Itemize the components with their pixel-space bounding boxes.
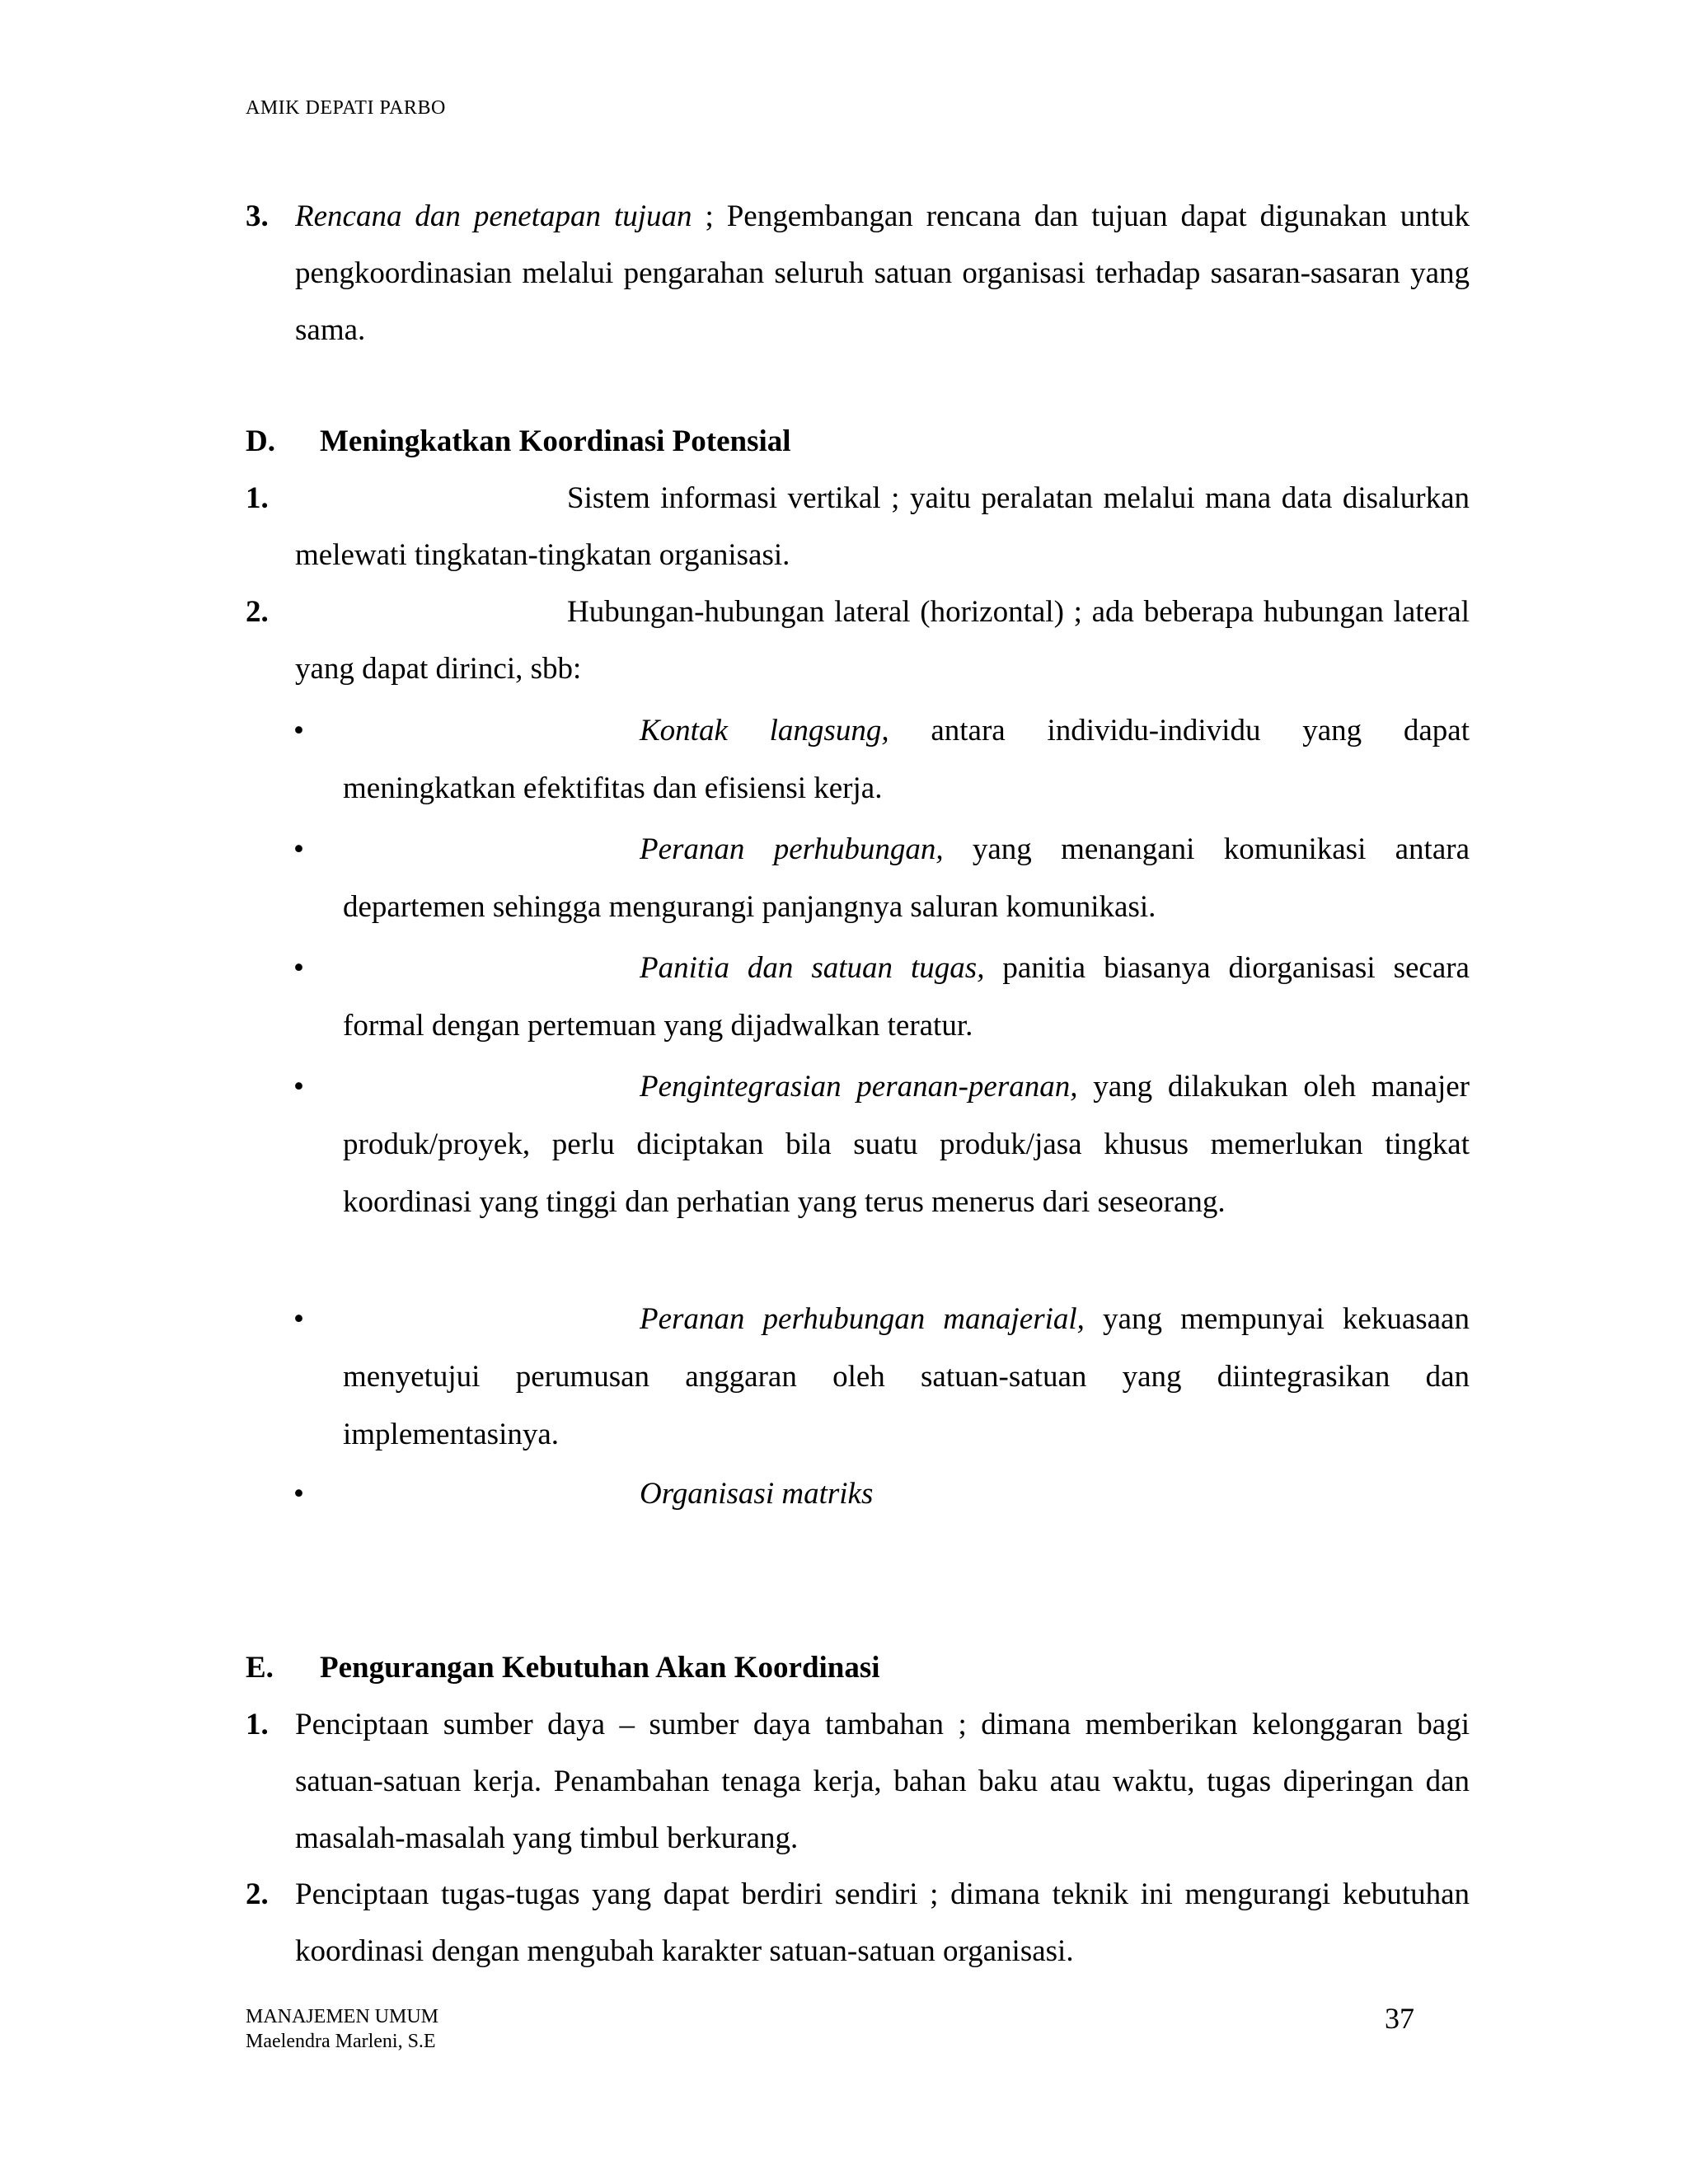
bullet-text: yang menangani komunikasi antara departemen sehingga mengurangi panjangnya saluran komunikasi. [343, 832, 1470, 924]
bullet-item [293, 1465, 1470, 1523]
bullet-icon: • [293, 951, 304, 985]
item-text: Penciptaan tugas-tugas yang dapat berdiri sendiri ; dimana teknik ini mengurangi kebutuhan koordinasi dengan mengubah karakter satuan-satuan organisasi. [295, 1877, 1470, 1968]
bullet-text: panitia biasanya diorganisasi secara formal dengan pertemuan yang dijadwalkan teratur. [343, 951, 1470, 1043]
footer-author: Maelendra Marleni, S.E [246, 2031, 436, 2052]
section-d-heading [246, 424, 791, 459]
bullet-item [293, 940, 1470, 1055]
bullet-item [293, 821, 1470, 936]
bullet-item [293, 1058, 1470, 1231]
item-text: Sistem informasi vertikal ; yaitu peralatan melalui mana data disalurkan melewati tingkatan-tingkatan organisasi. [295, 481, 1470, 572]
item-number: 3. [246, 199, 269, 233]
item-number: 1. [246, 1708, 269, 1741]
bullet-icon: • [293, 714, 304, 748]
section-letter: D. [246, 424, 275, 458]
bullet-title: Organisasi matriks [640, 1477, 874, 1511]
bullet-title: Kontak langsung, [640, 714, 889, 748]
bullet-icon: • [293, 832, 304, 866]
item-number: 2. [246, 595, 269, 629]
bullet-item [293, 702, 1470, 818]
item-number: 1. [246, 481, 269, 515]
item-title: Rencana dan penetapan tujuan [295, 199, 692, 233]
bullet-item [293, 1291, 1470, 1464]
bullet-title: Peranan perhubungan, [640, 832, 944, 866]
item-text: ; Pengembangan rencana dan tujuan dapat digunakan untuk pengkoordinasian melalui pengarahan seluruh satuan organisasi terhadap sasaran-sasaran yang sama. [295, 199, 1470, 347]
section-title: Meningkatkan Koordinasi Potensial [320, 424, 791, 458]
list-item-3 [246, 188, 1470, 359]
running-footer [246, 2004, 438, 2054]
page-number: 37 [1385, 2002, 1414, 2035]
bullet-icon: • [293, 1070, 304, 1104]
bullet-text: yang dilakukan oleh manajer produk/proyek, perlu diciptakan bila suatu produk/jasa khusus memerlukan tingkat koordinasi yang tinggi dan perhatian yang terus menerus dari seseorang. [343, 1070, 1470, 1219]
bullet-title: Peranan perhubungan manajerial, [640, 1302, 1085, 1336]
section-d-item-2 [246, 583, 1470, 697]
bullet-title: Panitia dan satuan tugas, [640, 951, 985, 985]
bullet-title: Pengintegrasian peranan-peranan, [640, 1070, 1078, 1104]
section-e-heading [246, 1650, 880, 1685]
bullet-icon: • [293, 1302, 304, 1336]
bullet-text: yang mempunyai kekuasaan menyetujui perumusan anggaran oleh satuan-satuan yang diintegrasikan dan implementasinya. [343, 1302, 1470, 1451]
section-d-item-1 [246, 470, 1470, 583]
running-header: AMIK DEPATI PARBO [246, 97, 446, 119]
bullet-icon: • [293, 1477, 304, 1511]
section-e-item-2 [246, 1866, 1470, 1980]
section-title: Pengurangan Kebutuhan Akan Koordinasi [320, 1651, 880, 1685]
item-text: Hubungan-hubungan lateral (horizontal) ; ada beberapa hubungan lateral yang dapat dirinci, sbb: [295, 595, 1470, 686]
bullet-text: antara individu-individu yang dapat meningkatkan efektifitas dan efisiensi kerja. [343, 714, 1470, 805]
item-text: Penciptaan sumber daya – sumber daya tambahan ; dimana memberikan kelonggaran bagi satuan-satuan kerja. Penambahan tenaga kerja, bahan baku atau waktu, tugas diperingan dan masalah-masalah yang timbul berkurang. [295, 1708, 1470, 1855]
item-number: 2. [246, 1877, 269, 1911]
section-e-item-1 [246, 1696, 1470, 1867]
footer-course: MANAJEMEN UMUM [246, 2006, 439, 2027]
section-letter: E. [246, 1651, 274, 1685]
